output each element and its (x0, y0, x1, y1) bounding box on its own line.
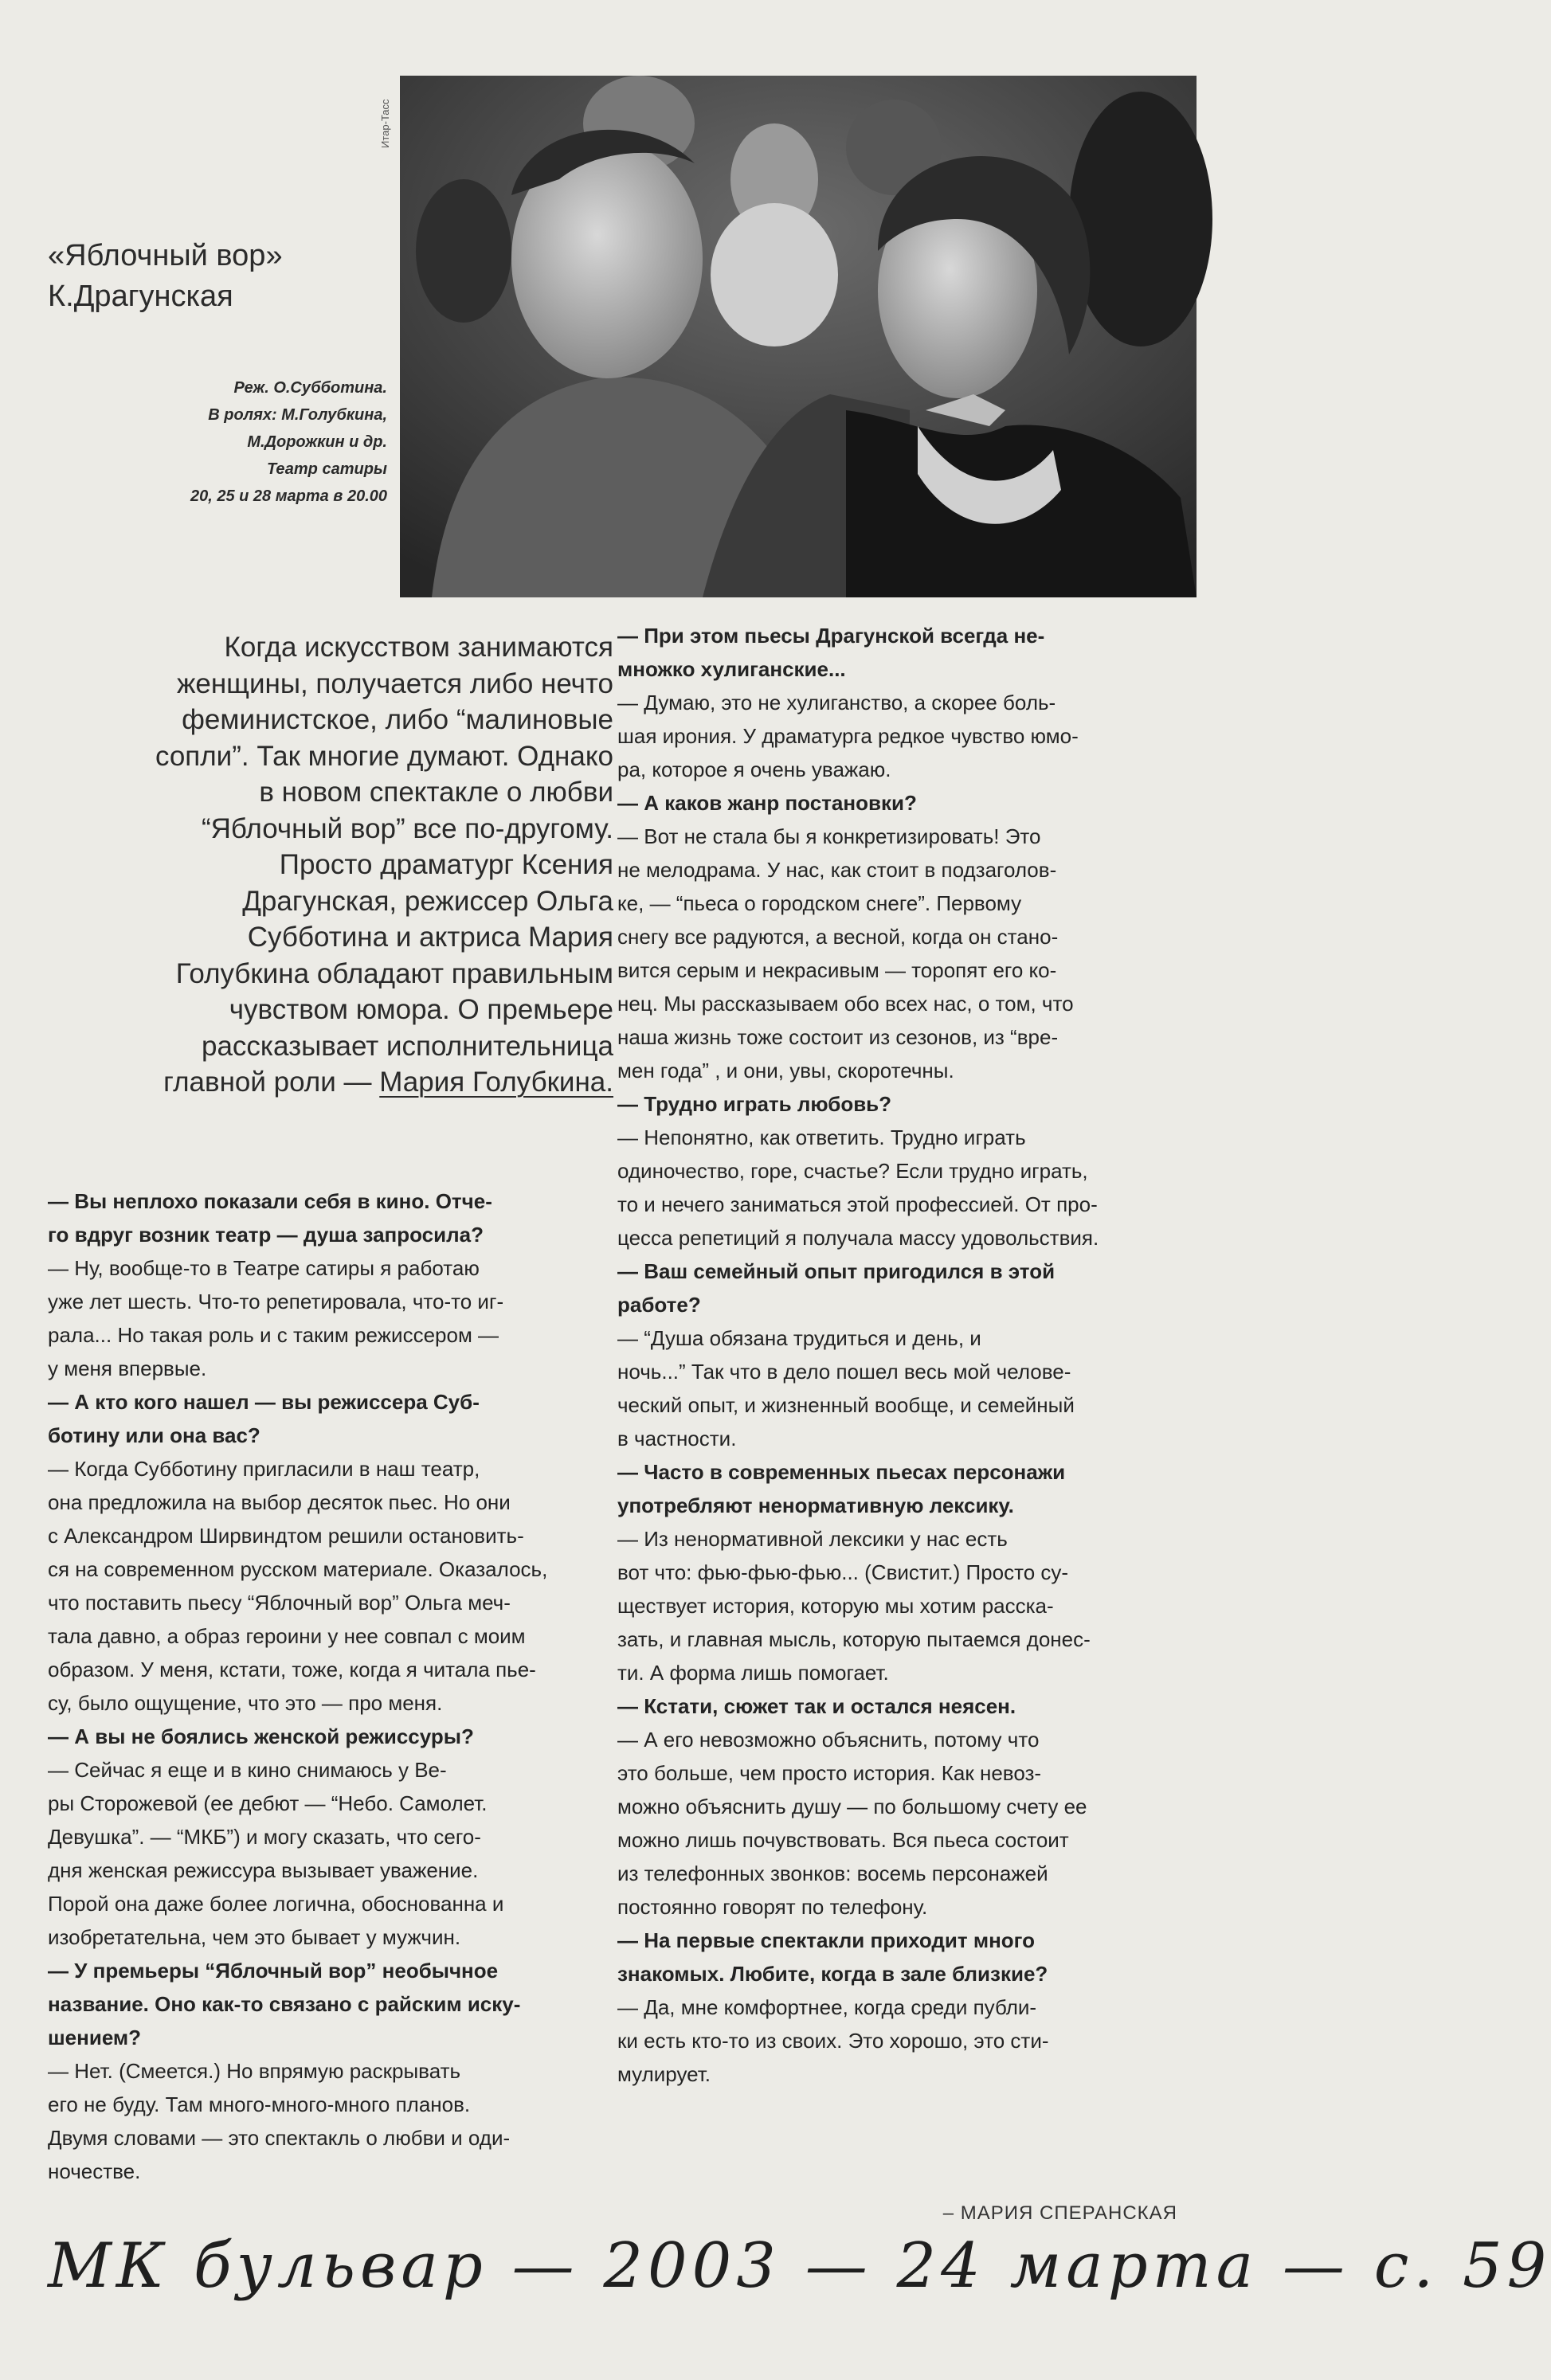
answer-line: одиночество, горе, счастье? Если трудно играть, (617, 1159, 1088, 1183)
answer-line: вот что: фью-фью-фью... (Свистит.) Просто су- (617, 1560, 1069, 1584)
question-line: — Часто в современных пьесах персонажи (617, 1460, 1066, 1484)
lead-line: Голубкина обладают правильным (175, 957, 613, 989)
answer-line: — Ну, вообще-то в Театре сатиры я работаю (48, 1256, 480, 1280)
question-line: — Кстати, сюжет так и остался неясен. (617, 1694, 1016, 1718)
lead-line: Драгунская, режиссер Ольга (242, 885, 613, 917)
answer-line: это больше, чем просто история. Как невоз- (617, 1761, 1042, 1785)
lead-line: чувством юмора. О премьере (229, 994, 613, 1025)
title-block (48, 239, 382, 314)
question-line: — У премьеры “Яблочный вор” необычное (48, 1959, 499, 1983)
lead-line: Когда искусством занимаются (224, 632, 613, 663)
answer-line: вится серым и некрасивым — торопят его ко- (617, 958, 1057, 982)
question-line: употребляют ненормативную лексику. (617, 1493, 1014, 1517)
credit-line: М.Дорожкин и др. (247, 433, 387, 451)
answer-line: дня женская режиссура вызывает уважение. (48, 1858, 479, 1882)
answer-line: уже лет шесть. Что-то репетировала, что-то иг- (48, 1290, 504, 1313)
question-line: ботину или она вас? (48, 1423, 260, 1447)
byline: – МАРИЯ СПЕРАНСКАЯ (942, 2202, 1177, 2224)
lead-line: феминистское, либо “малиновые (182, 704, 613, 735)
answer-line: в частности. (617, 1427, 737, 1450)
question-line: — А кто кого нашел — вы режиссера Суб- (48, 1390, 480, 1414)
photo-credit: Итар-Тасс (379, 99, 391, 148)
lead-line: Субботина и актриса Мария (247, 922, 613, 953)
answer-line: ры Сторожевой (ее дебют — “Небо. Самолет. (48, 1791, 488, 1815)
lead-paragraph (96, 629, 613, 1101)
answer-line: шая ирония. У драматурга редкое чувство юмо- (617, 724, 1079, 748)
question-line: — При этом пьесы Драгунской всегда не- (617, 624, 1045, 648)
answer-line: постоянно говорят по телефону. (617, 1895, 928, 1919)
answer-line: нец. Мы рассказываем обо всех нас, о том, что (617, 992, 1074, 1016)
answer-line: — Сейчас я еще и в кино снимаюсь у Ве- (48, 1758, 447, 1782)
photo-illustration (400, 76, 1197, 597)
answer-line: с Александром Ширвиндтом решили остановить- (48, 1524, 524, 1548)
answer-line: — Да, мне комфортнее, когда среди публи- (617, 1995, 1037, 2019)
question-line: — А каков жанр постановки? (617, 791, 917, 815)
answer-line: не мелодрама. У нас, как стоит в подзаголов- (617, 858, 1057, 882)
question-line: — Ваш семейный опыт пригодился в этой (617, 1259, 1056, 1283)
answer-line: ческий опыт, и жизненный вообще, и семейный (617, 1393, 1075, 1417)
right-column (617, 619, 1191, 2091)
answer-line: Двумя словами — это спектакль о любви и оди- (48, 2126, 511, 2150)
handwritten-note: МК бульвар — 2003 — 24 марта — с. 59 (48, 2230, 1551, 2302)
credit-line: Театр сатиры (266, 460, 387, 478)
lead-line: сопли”. Так многие думают. Однако (155, 740, 613, 772)
answer-line: — Вот не стала бы я конкретизировать! Это (617, 824, 1041, 848)
answer-line: из телефонных звонков: восемь персонажей (617, 1861, 1048, 1885)
question-line: название. Оно как-то связано с райским иску- (48, 1992, 521, 2016)
lead-last-prefix: главной роли — (163, 1067, 380, 1098)
answer-line: ночь...” Так что в дело пошел весь мой челове- (617, 1360, 1071, 1384)
answer-line: ществует история, которую мы хотим расска- (617, 1594, 1054, 1618)
answer-line: тала давно, а образ героини у нее совпал с моим (48, 1624, 526, 1648)
lead-line: рассказывает исполнительница (201, 1030, 613, 1062)
answer-line: снегу все радуются, а весной, когда он стано- (617, 925, 1059, 949)
answer-line: — Думаю, это не хулиганство, а скорее боль- (617, 691, 1056, 714)
answer-line: ти. А форма лишь помогает. (617, 1661, 889, 1685)
left-column (48, 1184, 621, 2188)
answer-line: изобретательна, чем это бывает у мужчин. (48, 1925, 461, 1949)
question-line: — На первые спектакли приходит много (617, 1928, 1036, 1952)
answer-line: — Из ненормативной лексики у нас есть (617, 1527, 1008, 1551)
answer-line: ра, которое я очень уважаю. (617, 757, 891, 781)
answer-line: мулирует. (617, 2062, 711, 2086)
answer-line: — Непонятно, как ответить. Трудно играть (617, 1125, 1026, 1149)
lead-line-last (96, 1064, 613, 1101)
answer-line: наша жизнь тоже состоит из сезонов, из “вре- (617, 1025, 1059, 1049)
answer-line: ке, — “пьеса о городском снеге”. Первому (617, 891, 1022, 915)
question-line: шением? (48, 2026, 142, 2049)
question-line: — Вы неплохо показали себя в кино. Отче- (48, 1189, 492, 1213)
question-line: — А вы не боялись женской режиссуры? (48, 1724, 474, 1748)
credit-line: В ролях: М.Голубкина, (208, 406, 387, 424)
question-line: множко хулиганские... (617, 657, 846, 681)
answer-line: су, было ощущение, что это — про меня. (48, 1691, 443, 1715)
question-line: знакомых. Любите, когда в зале близкие? (617, 1962, 1048, 1986)
play-author: К.Драгунская (48, 280, 233, 313)
answer-line: можно лишь почувствовать. Вся пьеса состоит (617, 1828, 1069, 1852)
question-line: работе? (617, 1293, 701, 1317)
answer-line: у меня впервые. (48, 1356, 207, 1380)
play-title: «Яблочный вор» (48, 239, 283, 272)
answer-line: ночестве. (48, 2159, 141, 2183)
answer-line: рала... Но такая роль и с таким режиссером — (48, 1323, 499, 1347)
question-line: го вдруг возник театр — душа запросила? (48, 1223, 484, 1247)
answer-line: можно объяснить душу — по большому счету ее (617, 1795, 1087, 1818)
answer-line: — А его невозможно объяснить, потому что (617, 1728, 1040, 1752)
lead-line: женщины, получается либо нечто (176, 667, 613, 699)
interviewee-name: Мария Голубкина. (379, 1067, 613, 1098)
question-line: — Трудно играть любовь? (617, 1092, 892, 1116)
photo (400, 76, 1197, 597)
lead-line: “Яблочный вор” все по-другому. (201, 812, 613, 844)
answer-line: — “Душа обязана трудиться и день, и (617, 1326, 981, 1350)
answer-line: зать, и главная мысль, которую пытаемся донес- (617, 1627, 1091, 1651)
answer-line: — Когда Субботину пригласили в наш театр, (48, 1457, 480, 1481)
answer-line: мен года” , и они, увы, скоротечны. (617, 1059, 954, 1082)
answer-line: ся на современном русском материале. Оказалось, (48, 1557, 548, 1581)
answer-line: его не буду. Там много-много-много планов. (48, 2092, 471, 2116)
credit-line: Реж. О.Субботина. (233, 379, 387, 397)
answer-line: Девушка”. — “МКБ”) и могу сказать, что сего- (48, 1825, 481, 1849)
answer-line: Порой она даже более логична, обоснованна и (48, 1892, 504, 1916)
answer-line: ки есть кто-то из своих. Это хорошо, это сти- (617, 2029, 1049, 2053)
lead-line: в новом спектакле о любви (259, 777, 613, 808)
production-credits (48, 374, 387, 510)
answer-line: образом. У меня, кстати, тоже, когда я читала пье- (48, 1658, 536, 1681)
answer-line: то и нечего заниматься этой профессией. От про- (617, 1192, 1098, 1216)
answer-line: — Нет. (Смеется.) Но впрямую раскрывать (48, 2059, 461, 2083)
answer-line: цесса репетиций я получала массу удовольствия. (617, 1226, 1099, 1250)
credit-line: 20, 25 и 28 марта в 20.00 (190, 487, 387, 505)
lead-line: Просто драматург Ксения (279, 849, 613, 880)
answer-line: она предложила на выбор десяток пьес. Но они (48, 1490, 511, 1514)
answer-line: что поставить пьесу “Яблочный вор” Ольга меч- (48, 1591, 511, 1615)
